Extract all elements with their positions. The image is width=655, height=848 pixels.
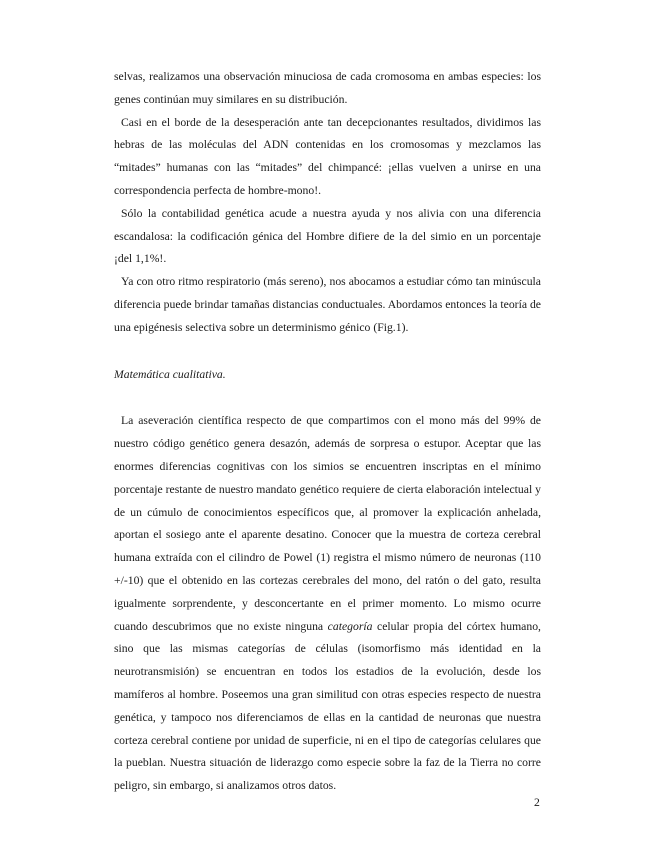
paragraph-dna-strands: Casi en el borde de la desesperación ante tan decepcionantes resultados, dividimos las hebras de las moléculas del ADN contenidas en los cromosomas y mezclamos las “mitades” humanas con las “mitades” del chimpancé: ¡ellas vuelven a unirse en una correspondencia perfecta de hombre-mono!. <box>114 115 541 197</box>
paragraph-qualitative-math-part1: La aseveración científica respecto de que compartimos con el mono más del 99% de nuestro código genético genera desazón, además de sorpresa o estupor. Aceptar que las enormes diferencias cognitivas con los simios se encuentren inscriptas en el mínimo porcentaje restante de nuestro mandato genético requiere de cierta elaboración intelectual y de un cúmulo de conocimientos específicos que, al promover la explicación anhelada, aportan el sosiego ante el aparente desatino. Conocer que la muestra de corteza cerebral humana extraída con el cilindro de Powel (1) registra el mismo número de neuronas (110 +/-10) que el obtenido en las cortezas cerebrales del mono, del ratón o del gato, resulta igualmente sorprendente, y desconcertante en el primer momento. Lo mismo ocurre cuando descubrimos que no existe ninguna <box>114 414 541 633</box>
paragraph-genetic-accounting: Sólo la contabilidad genética acude a nuestra ayuda y nos alivia con una diferencia escandalosa: la codificación génica del Hombre difiere de la del simio en un porcentaje ¡del 1,1%!. <box>114 206 541 266</box>
paragraph-continuation: selvas, realizamos una observación minuciosa de cada cromosoma en ambas especies: los genes continúan muy similares en su distribución. <box>114 70 541 106</box>
page-number: 2 <box>534 796 540 809</box>
paragraph-qualitative-math <box>114 410 541 798</box>
section-heading: Matemática cualitativa. <box>114 367 226 381</box>
body-text <box>114 66 541 798</box>
paragraph-epigenesis: Ya con otro ritmo respiratorio (más sereno), nos abocamos a estudiar cómo tan minúscula diferencia puede brindar tamañas distancias conductuales. Abordamos entonces la teoría de una epigénesis selectiva sobre un determinismo génico (Fig.1). <box>114 275 541 334</box>
paragraph-qualitative-math-part2: celular propia del córtex humano, sino que las mismas categorías de células (isomorfismo más identidad en la neurotransmisión) se encuentran en todos los estadios de la evolución, desde los mamíferos al hombre. Poseemos una gran similitud con otras especies respecto de nuestra genética, y tampoco nos diferenciamos de ellas en la cantidad de neuronas que nuestra corteza cerebral contiene por unidad de superficie, ni en el tipo de categorías celulares que la pueblan. Nuestra situación de liderazgo como especie sobre la faz de la Tierra no corre peligro, sin embargo, si analizamos otros datos. <box>114 619 541 793</box>
emphasis-categoria: categoría <box>327 619 373 633</box>
